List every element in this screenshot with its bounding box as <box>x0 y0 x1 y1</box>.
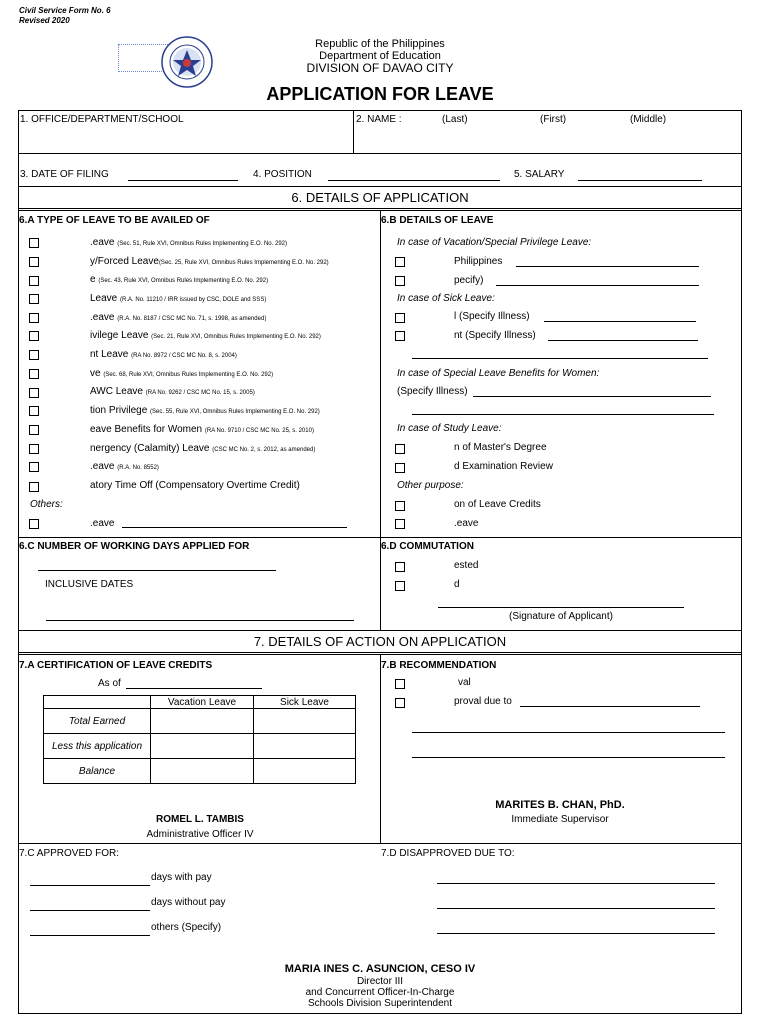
leave-type-checkbox[interactable] <box>29 257 39 267</box>
director-sds: Schools Division Superintendent <box>308 998 452 1009</box>
position-line[interactable] <box>328 180 500 181</box>
as-of-label: As of <box>98 678 121 689</box>
divider <box>18 208 742 209</box>
leave-type-label: AWC Leave <box>90 386 143 397</box>
table-cell[interactable] <box>254 709 356 734</box>
commutation-requested-checkbox[interactable] <box>395 562 405 572</box>
leave-type-item <box>90 443 315 454</box>
leave-type-note: (RA No. 9710 / CSC MC No. 25, s. 2010) <box>204 428 314 434</box>
leave-type-label: eave Benefits for Women <box>90 424 203 435</box>
name-middle-label: (Middle) <box>630 114 667 125</box>
officer-title: Administrative Officer IV <box>146 829 254 840</box>
leave-type-note: (RA No. 8972 / CSC MC No. 8, s. 2004) <box>131 353 237 359</box>
leave-type-checkbox[interactable] <box>29 462 39 472</box>
section7c-title: 7.C APPROVED FOR: <box>19 848 120 859</box>
divider <box>18 630 742 631</box>
others-specify-label: others (Specify) <box>151 922 222 933</box>
sick-header: In case of Sick Leave: <box>397 293 495 304</box>
leave-type-label: atory Time Off (Compensatory Overtime Credit) <box>90 480 300 491</box>
study-header: In case of Study Leave: <box>397 423 502 434</box>
commutation-requested-label: ested <box>454 560 479 571</box>
divider <box>18 186 742 187</box>
leave-type-note: (R.A. No. 8187 / CSC MC No. 71, s. 1998, as amended) <box>117 316 267 322</box>
divider <box>18 153 742 154</box>
others-leave-line[interactable] <box>122 527 347 528</box>
section6b-title: 6.B DETAILS OF LEAVE <box>381 215 494 226</box>
leave-type-item <box>90 386 255 397</box>
rec-disapproval-checkbox[interactable] <box>395 698 405 708</box>
sick-hospital-label: l (Specify Illness) <box>454 311 530 322</box>
leave-type-label: .eave <box>90 461 115 472</box>
leave-type-item <box>90 368 273 379</box>
deped-seal <box>161 36 213 88</box>
days-with-pay-line[interactable] <box>30 885 150 886</box>
leave-type-item <box>90 256 329 267</box>
rec-approval-checkbox[interactable] <box>395 679 405 689</box>
rec-disapproval-line[interactable] <box>520 706 700 707</box>
sick-extra-line[interactable] <box>412 358 708 359</box>
commutation-not-requested-label: d <box>454 579 460 590</box>
director-position: Director III <box>356 976 404 987</box>
leave-type-item <box>90 424 314 435</box>
leave-type-label: ve <box>90 368 101 379</box>
rec-line[interactable] <box>412 732 725 733</box>
director-oic: and Concurrent Officer-In-Charge <box>305 987 455 998</box>
leave-type-label: ivilege Leave <box>90 330 149 341</box>
director-name: MARIA INES C. ASUNCION, CESO IV <box>284 963 476 975</box>
date-filing-line[interactable] <box>128 180 238 181</box>
leave-type-item <box>90 274 268 285</box>
leave-type-note: (Sec. 21, Rule XVI, Omnibus Rules Implementing E.O. No. 292) <box>151 334 321 340</box>
study-bar-checkbox[interactable] <box>395 463 405 473</box>
sick-hospital-line[interactable] <box>544 321 696 322</box>
section7b-title: 7.B RECOMMENDATION <box>381 660 497 671</box>
leave-type-item <box>90 405 320 416</box>
leave-type-note: (R.A. No. 8552) <box>117 465 159 471</box>
leave-type-note: (Sec. 68, Rule XVI, Omnibus Rules Implementing E.O. No. 292) <box>103 372 274 378</box>
table-cell[interactable] <box>151 709 254 734</box>
leave-type-checkbox[interactable] <box>29 369 39 379</box>
leave-type-note: (R.A. No. 11210 / IRR issued by CSC, DOLE and SSS) <box>120 297 267 303</box>
leave-type-checkbox[interactable] <box>29 482 39 492</box>
leave-type-label: Leave <box>90 293 118 304</box>
monetization-label: on of Leave Credits <box>454 499 541 510</box>
department-text: Department of Education <box>319 50 441 62</box>
leave-type-checkbox[interactable] <box>29 425 39 435</box>
monetization-checkbox[interactable] <box>395 501 405 511</box>
as-of-line[interactable] <box>126 688 262 689</box>
officer-name: ROMEL L. TAMBIS <box>156 814 244 825</box>
section6-title: 6. DETAILS OF APPLICATION <box>291 190 469 205</box>
table-row-label: Less this application <box>44 734 151 759</box>
sick-outpatient-checkbox[interactable] <box>395 331 405 341</box>
name-last-label: (Last) <box>442 114 468 125</box>
inclusive-dates-label: INCLUSIVE DATES <box>45 579 134 590</box>
divider <box>353 110 354 153</box>
section6a-title: 6.A TYPE OF LEAVE TO BE AVAILED OF <box>19 215 210 226</box>
republic-text: Republic of the Philippines <box>315 38 445 50</box>
leave-type-item <box>90 330 321 341</box>
leave-type-label: tion Privilege <box>90 405 148 416</box>
women-header: In case of Special Leave Benefits for Women: <box>397 368 600 379</box>
leave-type-label: y/Forced Leave <box>90 256 159 267</box>
disapproved-line[interactable] <box>437 908 715 909</box>
name-first-label: (First) <box>540 114 567 125</box>
leave-type-checkbox[interactable] <box>29 276 39 286</box>
leave-type-checkbox[interactable] <box>29 350 39 360</box>
table-header-sick: Sick Leave <box>254 696 356 709</box>
others-label: Others: <box>30 499 63 510</box>
sick-outpatient-label: nt (Specify Illness) <box>454 330 536 341</box>
vacation-header: In case of Vacation/Special Privilege Leave: <box>397 237 592 248</box>
vacation-abroad-checkbox[interactable] <box>395 276 405 286</box>
salary-label: 5. SALARY <box>514 169 565 180</box>
table-cell[interactable] <box>151 759 254 784</box>
vacation-within-label: Philippines <box>454 256 503 267</box>
leave-type-checkbox[interactable] <box>29 238 39 248</box>
section7d-title: 7.D DISAPPROVED DUE TO: <box>381 848 515 859</box>
vacation-abroad-line[interactable] <box>496 285 699 286</box>
sick-hospital-checkbox[interactable] <box>395 313 405 323</box>
section6d-title: 6.D COMMUTATION <box>381 541 474 552</box>
vacation-abroad-label: pecify) <box>454 275 484 286</box>
working-days-line[interactable] <box>38 570 276 571</box>
disapproved-line[interactable] <box>437 933 715 934</box>
form-id: Civil Service Form No. 6 <box>19 6 111 15</box>
divider <box>18 537 742 538</box>
commutation-not-requested-checkbox[interactable] <box>395 581 405 591</box>
women-extra-line[interactable] <box>412 414 714 415</box>
leave-type-note: (CSC MC No. 2, s. 2012, as amended) <box>212 447 316 453</box>
section7a-title: 7.A CERTIFICATION OF LEAVE CREDITS <box>19 660 213 671</box>
position-label: 4. POSITION <box>253 169 312 180</box>
days-without-pay-line[interactable] <box>30 910 150 911</box>
leave-type-item <box>90 480 300 491</box>
table-cell[interactable] <box>254 759 356 784</box>
office-label: 1. OFFICE/DEPARTMENT/SCHOOL <box>20 114 184 125</box>
terminal-leave-label: .eave <box>454 518 479 529</box>
leave-type-item <box>90 293 266 304</box>
leave-type-checkbox[interactable] <box>29 388 39 398</box>
inclusive-dates-line[interactable] <box>46 620 354 621</box>
leave-type-note: (RA No. 9262 / CSC MC No. 15, s. 2005) <box>145 390 255 396</box>
rec-disapproval-label: proval due to <box>454 696 512 707</box>
table-corner <box>44 696 151 709</box>
leave-type-checkbox[interactable] <box>29 331 39 341</box>
supervisor-title: Immediate Supervisor <box>511 814 609 825</box>
leave-credits-table <box>43 695 356 784</box>
divider <box>18 652 742 653</box>
disapproved-line[interactable] <box>437 883 715 884</box>
leave-type-checkbox[interactable] <box>29 444 39 454</box>
others-leave-label: .eave <box>90 518 115 529</box>
form-title: APPLICATION FOR LEAVE <box>266 84 494 104</box>
section6c-title: 6.C NUMBER OF WORKING DAYS APPLIED FOR <box>19 541 250 552</box>
study-masters-label: n of Master's Degree <box>454 442 547 453</box>
divider <box>18 843 742 844</box>
sick-outpatient-line[interactable] <box>548 340 698 341</box>
supervisor-name: MARITES B. CHAN, PhD. <box>495 799 625 811</box>
study-bar-label: d Examination Review <box>454 461 553 472</box>
leave-type-note: (Sec. 55, Rule XVI, Omnibus Rules Implementing E.O. No. 292) <box>150 409 320 415</box>
name-label: 2. NAME : <box>356 114 402 125</box>
divider <box>380 210 381 630</box>
applicant-signature-label: (Signature of Applicant) <box>509 611 613 622</box>
leave-type-label: e <box>90 274 96 285</box>
leave-type-item <box>90 237 287 248</box>
women-specify-line[interactable] <box>473 396 711 397</box>
leave-type-label: nt Leave <box>90 349 129 360</box>
table-cell[interactable] <box>254 734 356 759</box>
vacation-within-line[interactable] <box>516 266 699 267</box>
other-purpose-header: Other purpose: <box>397 480 464 491</box>
leave-type-note: (Sec. 51, Rule XVI, Omnibus Rules Implementing E.O. No. 292) <box>117 241 287 247</box>
rec-approval-label: val <box>458 677 471 688</box>
division-text: DIVISION OF DAVAO CITY <box>306 61 454 75</box>
leave-type-item <box>90 349 237 360</box>
form-revision: Revised 2020 <box>19 16 70 25</box>
study-masters-checkbox[interactable] <box>395 444 405 454</box>
leave-type-note: (Sec. 43, Rule XVI, Omnibus Rules Implementing E.O. No. 292) <box>98 278 269 284</box>
table-header-vacation: Vacation Leave <box>151 696 254 709</box>
leave-type-checkbox[interactable] <box>29 294 39 304</box>
salary-line[interactable] <box>578 180 702 181</box>
leave-type-item <box>90 461 159 472</box>
others-checkbox[interactable] <box>29 519 39 529</box>
vacation-within-checkbox[interactable] <box>395 257 405 267</box>
leave-type-note: (Sec. 25, Rule XVI, Omnibus Rules Implementing E.O. No. 292) <box>158 260 329 266</box>
terminal-leave-checkbox[interactable] <box>395 519 405 529</box>
leave-type-item <box>90 312 266 323</box>
days-without-pay-label: days without pay <box>151 897 226 908</box>
table-cell[interactable] <box>151 734 254 759</box>
rec-line[interactable] <box>412 757 725 758</box>
divider <box>380 654 381 843</box>
leave-type-checkbox[interactable] <box>29 313 39 323</box>
women-specify-label: (Specify Illness) <box>397 386 468 397</box>
table-row-label: Balance <box>44 759 151 784</box>
leave-type-label: .eave <box>90 312 115 323</box>
section7-title: 7. DETAILS OF ACTION ON APPLICATION <box>253 634 507 649</box>
leave-type-checkbox[interactable] <box>29 406 39 416</box>
date-filing-label: 3. DATE OF FILING <box>20 169 109 180</box>
applicant-signature-line[interactable] <box>438 607 684 608</box>
others-specify-line[interactable] <box>30 935 150 936</box>
days-with-pay-label: days with pay <box>151 872 212 883</box>
leave-type-label: nergency (Calamity) Leave <box>90 443 210 454</box>
table-row-label: Total Earned <box>44 709 151 734</box>
leave-type-label: .eave <box>90 237 115 248</box>
